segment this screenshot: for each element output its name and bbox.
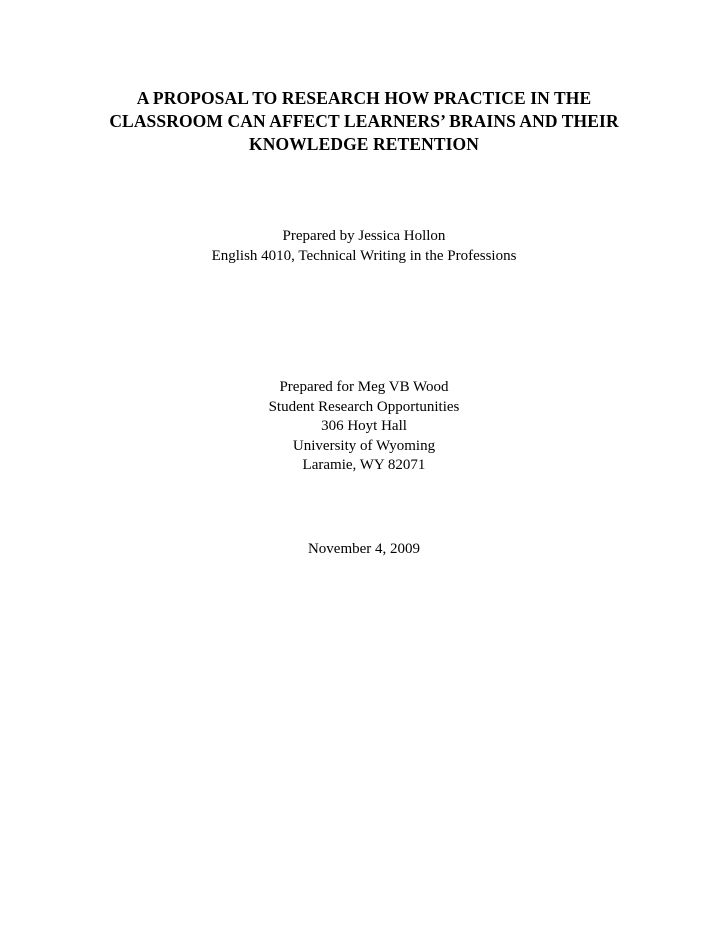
recipient-block xyxy=(0,378,728,476)
prepared-by: Prepared by Jessica Hollon xyxy=(282,228,446,244)
recipient-city: Laramie, WY 82071 xyxy=(302,457,426,473)
title-line: CLASSROOM CAN AFFECT LEARNERS’ BRAINS AND THEIR xyxy=(109,111,619,131)
course-name: English 4010, Technical Writing in the Professions xyxy=(211,247,517,264)
recipient-institution: University of Wyoming xyxy=(292,437,436,454)
document-title xyxy=(0,87,728,156)
document-date: November 4, 2009 xyxy=(307,541,421,557)
recipient-address: 306 Hoyt Hall xyxy=(321,418,407,434)
document-date-block xyxy=(0,540,728,560)
prepared-for: Prepared for Meg VB Wood xyxy=(279,379,449,395)
title-line: A PROPOSAL TO RESEARCH HOW PRACTICE IN THE xyxy=(136,88,592,108)
recipient-office: Student Research Opportunities xyxy=(268,398,460,415)
author-block xyxy=(0,227,728,266)
title-line: KNOWLEDGE RETENTION xyxy=(249,134,479,154)
